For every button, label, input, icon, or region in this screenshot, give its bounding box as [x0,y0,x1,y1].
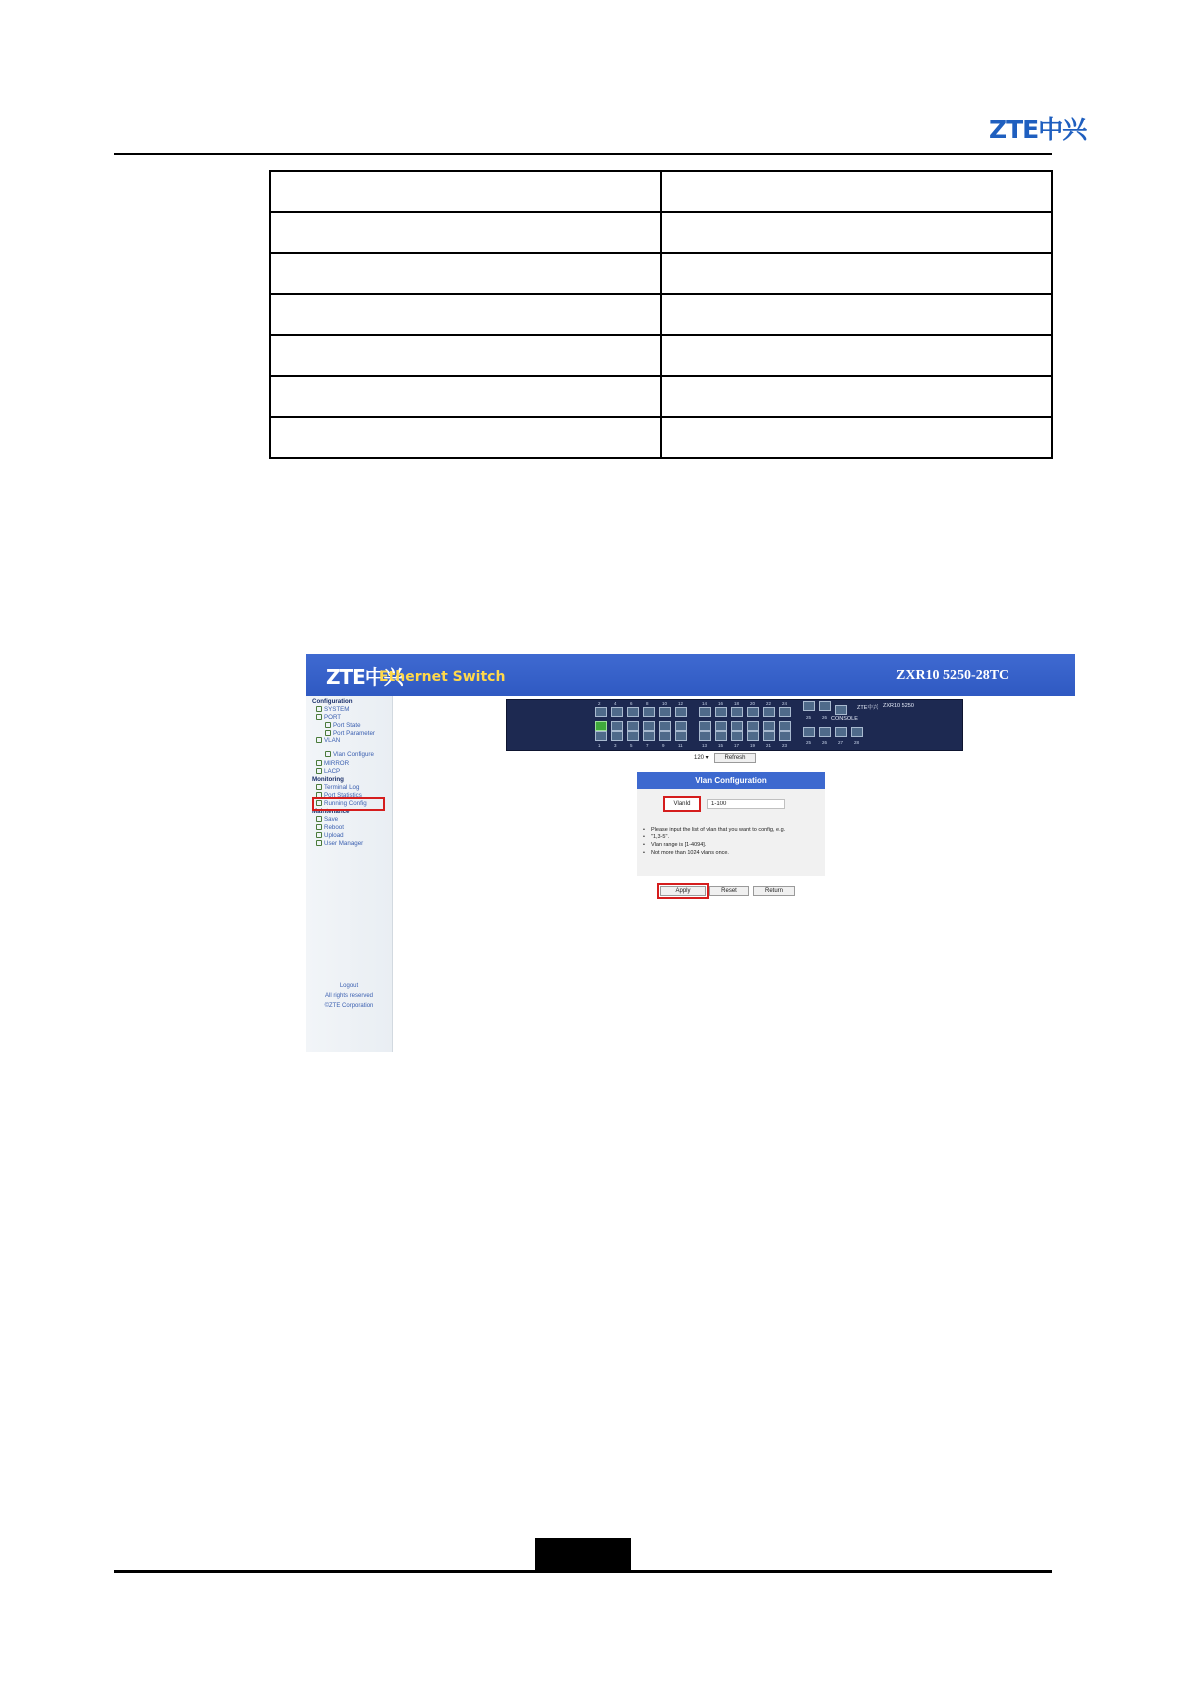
footer-rule [114,1570,1052,1573]
table-cell [270,253,661,294]
sfp-port[interactable] [851,727,863,737]
port-number: 12 [678,701,684,706]
device-model: ZXR10 5250 [883,703,914,709]
ethernet-port[interactable] [627,707,639,717]
tree-node-icon [316,784,322,790]
rights-text: All rights reserved [324,993,374,999]
ethernet-port[interactable] [675,731,687,741]
tree-node-icon [316,760,322,766]
vlanid-label: VlanId [663,796,701,812]
device-panel [506,699,963,751]
tree-node-icon [325,722,331,728]
port-number: 27 [838,740,844,745]
sidebar-item-label: Configuration [312,698,353,705]
reset-button[interactable]: Reset [709,886,749,896]
product-name: Ethernet Switch [379,669,506,685]
port-number: 23 [782,743,788,748]
logout-link[interactable]: Logout [339,983,359,989]
tree-node-icon [316,832,322,838]
console-label: CONSOLE [831,716,858,722]
hint-line: • Vlan range is [1-4094]. [651,842,706,848]
refresh-button[interactable]: Refresh [714,753,756,763]
parameter-table [269,170,1053,459]
sidebar-item-label: PORT [324,714,342,721]
port-number: 19 [750,743,756,748]
sidebar-item-port-state[interactable] [325,722,361,729]
ethernet-port[interactable] [715,707,727,717]
ethernet-port[interactable] [779,731,791,741]
sfp-port[interactable] [803,727,815,737]
ethernet-port[interactable] [731,721,743,731]
sidebar-item-label: SYSTEM [324,706,350,713]
sidebar-item-label: Monitoring [312,776,344,783]
ethernet-port[interactable] [643,731,655,741]
tree-node-icon [316,768,322,774]
ethernet-port[interactable] [763,707,775,717]
ethernet-port[interactable] [715,731,727,741]
table-row [270,212,1052,253]
table-cell [270,294,661,335]
table-cell [661,212,1052,253]
banner [306,654,1075,696]
ethernet-port[interactable] [675,721,687,731]
sidebar-item-terminal-log[interactable] [316,784,359,791]
port-number: 8 [646,701,649,706]
ethernet-port[interactable] [763,721,775,731]
table-row [270,294,1052,335]
device-brand: ZTE中兴 [857,705,879,711]
ethernet-port[interactable] [611,731,623,741]
sidebar-item-label: Terminal Log [324,784,360,791]
port-number: 21 [766,743,772,748]
sidebar-item-vlan[interactable] [316,737,340,744]
ethernet-port[interactable] [699,707,711,717]
sidebar-item-label: Save [324,816,339,823]
tree-node-icon [316,824,322,830]
port-number: 9 [662,743,665,748]
sidebar-item-user-manager[interactable] [316,840,363,847]
sidebar-item-reboot[interactable] [316,824,344,831]
sidebar-item-upload[interactable] [316,832,344,839]
ethernet-port[interactable] [643,721,655,731]
ethernet-port[interactable] [659,707,671,717]
page-number-block [535,1538,631,1572]
sidebar-item-label: Port Parameter [333,730,375,737]
port-number: 13 [702,743,708,748]
ethernet-port[interactable] [699,721,711,731]
port-number: 11 [678,743,683,748]
ethernet-port[interactable] [595,721,607,731]
ethernet-port[interactable] [747,721,759,731]
sidebar-item-vlan-configure[interactable] [325,751,374,758]
ethernet-port[interactable] [659,731,671,741]
banner-logo: ZTE中兴 [326,665,403,689]
port-number: 20 [750,701,756,706]
port-number: 25 [806,715,812,720]
vlanid-input[interactable] [707,799,785,809]
table-cell [661,294,1052,335]
tree-node-icon [316,714,322,720]
sidebar-item-label: Vlan Configure [333,751,374,758]
table-cell [661,171,1052,212]
ethernet-port[interactable] [627,731,639,741]
port-number: 28 [854,740,860,745]
port-number: 3 [614,743,617,748]
ethernet-port[interactable] [611,721,623,731]
port-number: 26 [822,715,828,720]
sidebar-item-label: LACP [324,768,341,775]
sidebar [306,696,393,1052]
sidebar-item-port[interactable] [316,714,341,721]
ethernet-port[interactable] [643,707,655,717]
hint-line-cont: • "1,3-5". [651,834,669,840]
ethernet-port[interactable] [675,707,687,717]
ethernet-port[interactable] [763,731,775,741]
tree-node-icon [316,840,322,846]
tree-node-icon [316,737,322,743]
table-row [270,376,1052,417]
tree-node-icon [325,751,331,757]
model-name: ZXR10 5250-28TC [896,668,1010,683]
sidebar-item-system[interactable] [316,706,349,713]
ethernet-port[interactable] [731,731,743,741]
tree-node-icon [325,730,331,736]
copyright-text: ©ZTE Corporation [324,1003,374,1009]
sidebar-item-label: Port Statistics [324,792,362,799]
table-cell [661,335,1052,376]
uplink-port[interactable] [819,701,831,711]
port-number: 17 [734,743,740,748]
port-number: 14 [702,701,708,706]
ethernet-port[interactable] [715,721,727,731]
ethernet-port[interactable] [779,721,791,731]
port-number: 25 [806,740,812,745]
apply-highlight [657,883,709,899]
console-port[interactable] [835,705,847,715]
ethernet-port[interactable] [731,707,743,717]
table-row [270,253,1052,294]
sidebar-item-label: VLAN [324,737,341,744]
sidebar-item-configuration [312,698,353,705]
table-cell [661,253,1052,294]
port-number: 5 [630,743,633,748]
sidebar-item-label: Upload [324,832,344,839]
sidebar-item-port-parameter[interactable] [325,730,375,737]
table-cell [270,212,661,253]
ethernet-port[interactable] [595,707,607,717]
ethernet-port[interactable] [659,721,671,731]
header-rule [114,153,1052,155]
tree-node-icon [316,706,322,712]
vlan-configuration-panel [637,772,825,876]
table-row [270,171,1052,212]
table-row [270,335,1052,376]
port-number: 18 [734,701,740,706]
sfp-port[interactable] [819,727,831,737]
sidebar-item-label: Running Config [324,800,367,807]
sidebar-item-label: User Manager [324,840,364,847]
port-number: 1 [598,743,601,748]
zte-logo: ZTE中兴 [989,115,1087,144]
port-number: 22 [766,701,772,706]
ethernet-port[interactable] [595,731,607,741]
ethernet-port[interactable] [747,731,759,741]
port-number: 2 [598,701,601,706]
hint-line: • Not more than 1024 vlans once. [651,850,729,856]
port-number: 4 [614,701,617,706]
sidebar-item-mirror[interactable] [316,760,349,767]
tree-node-icon [316,816,322,822]
ethernet-port[interactable] [699,731,711,741]
switch-screenshot [306,654,1075,1052]
table-cell [270,335,661,376]
sidebar-item-label: Reboot [324,824,344,831]
hint-line: • Please input the list of vlan that you want to config, e.g. [651,827,785,833]
sidebar-item-monitoring [312,776,344,783]
sidebar-item-label: MIRROR [324,760,350,767]
sfp-port[interactable] [835,727,847,737]
table-row [270,417,1052,458]
vlan-configure-highlight [312,797,385,811]
port-number: 16 [718,701,724,706]
port-number: 7 [646,743,649,748]
ethernet-port[interactable] [627,721,639,731]
return-button[interactable]: Return [753,886,795,896]
ethernet-port[interactable] [611,707,623,717]
table-cell [270,171,661,212]
port-number: 6 [630,701,633,706]
table-cell [661,417,1052,458]
table-cell [270,417,661,458]
table-cell [661,376,1052,417]
table-cell [270,376,661,417]
port-number: 10 [662,701,668,706]
port-number: 24 [782,701,788,706]
sidebar-item-label: Maintenance [312,808,350,815]
apply-button[interactable]: Apply [660,886,706,896]
panel-title: Vlan Configuration [637,772,825,789]
sidebar-item-lacp[interactable] [316,768,340,775]
port-number: 15 [718,743,724,748]
ethernet-port[interactable] [747,707,759,717]
sidebar-item-save[interactable] [316,816,338,823]
uplink-port[interactable] [803,701,815,711]
port-number: 26 [822,740,828,745]
vlan-select[interactable]: 120 ▾ [694,755,709,761]
sidebar-item-label: Port State [333,722,361,729]
ethernet-port[interactable] [779,707,791,717]
